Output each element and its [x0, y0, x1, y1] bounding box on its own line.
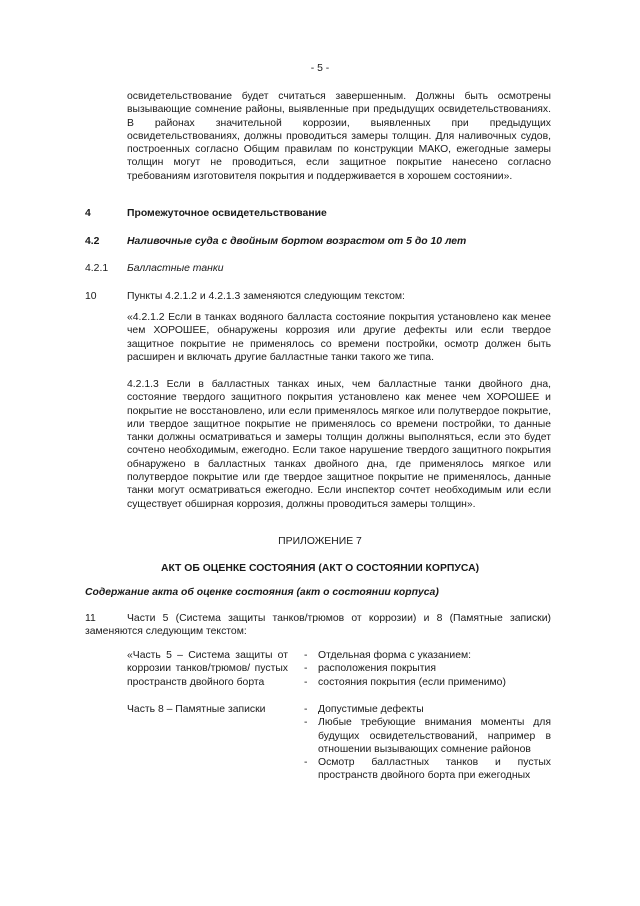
section-4-2-title: Наливочные суда с двойным бортом возрастом от 5 до 10 лет	[127, 236, 467, 247]
appendix-title: АКТ ОБ ОЦЕНКЕ СОСТОЯНИЯ (АКТ О СОСТОЯНИИ КОРПУСА)	[160, 563, 480, 574]
item-10-text: Пункты 4.2.1.2 и 4.2.1.3 заменяются следующим текстом:	[127, 291, 405, 302]
part-8-list	[304, 703, 551, 783]
list-item: - Отдельная форма с указанием:	[304, 650, 472, 661]
page-number: - 5 -	[310, 63, 330, 74]
list-item: - Допустимые дефекты	[304, 704, 424, 715]
section-4-2-1-number: 4.2.1	[85, 263, 109, 274]
section-4-title: Промежуточное освидетельствование	[127, 208, 327, 219]
part-5-label: «Часть 5 – Система защиты от коррозии танков/трюмов/ пустых пространств двойного борта	[127, 650, 288, 688]
list-item: - Любые требующие внимания моменты для будущих освидетельствований, например в отношении вызывающих сомнение районов	[304, 717, 551, 755]
section-4-number: 4	[85, 208, 91, 219]
item-10-number: 10	[85, 291, 97, 302]
section-4-2-number: 4.2	[85, 236, 100, 247]
item-11-text: Части 5 (Система защиты танков/трюмов от коррозии) и 8 (Памятные записки) заменяются следующим текстом:	[85, 613, 551, 638]
intro-paragraph: освидетельствование будет считаться завершенным. Должны быть осмотрены вызывающие сомнение районы, выявленные при предыдущих освидетельствованиях. В районах значительной коррозии, выявленных при предыдущих освидетельствованиях, должны проводиться замеры толщин. Для наливочных судов, построенных согласно Общим правилам по конструкции МАКО, ежегодные замеры толщин могут не проводиться, если защитное покрытие нанесено согласно требованиям изготовителя покрытия и поддерживается в хорошем состоянии».	[127, 91, 551, 182]
appendix-label: ПРИЛОЖЕНИЕ 7	[278, 536, 362, 547]
part-5-list	[304, 649, 551, 689]
paragraph-4-2-1-2: «4.2.1.2 Если в танках водяного балласта состояние покрытия установлено как менее чем ХОРОШЕЕ, обнаружены коррозия или другие дефекты или если твердое защитное покрытие не применялось со времени постройки, осмотр должен быть расширен и включать другие балластные танки такого же типа.	[127, 312, 551, 363]
contents-heading: Содержание акта об оценке состояния (акт о состоянии корпуса)	[85, 587, 439, 598]
list-item: - расположения покрытия	[304, 663, 436, 675]
list-item: - Осмотр балластных танков и пустых пространств двойного борта при ежегодных	[304, 757, 551, 782]
section-4-2-1-title: Балластные танки	[127, 263, 224, 274]
part-8-label: Часть 8 – Памятные записки	[127, 704, 266, 715]
item-11-number: 11	[85, 613, 96, 624]
paragraph-4-2-1-3: 4.2.1.3 Если в балластных танках иных, чем балластные танки двойного дна, состояние твердого защитного покрытия установлено как менее чем ХОРОШЕЕ и покрытие не восстановлено, или если применялось мягкое или полутвердое покрытие, или твердое защитное покрытие не применялось со времени постройки, то данные танки должны осматриваться и замеры толщин должны выполняться, если это будет сочтено необходимым, ежегодно. Если такое нарушение твердого защитного покрытия обнаружено в балластных танках двойного дна, где применялось мягкое или полутвердое покрытие или где твердое защитное покрытие не применялось, данные танки могут осматриваться ежегодно. Если инспектор сочтет необходимым или если существует обширная коррозия, должны проводиться замеры толщин».	[127, 379, 551, 510]
list-item: - состояния покрытия (если применимо)	[304, 676, 506, 688]
